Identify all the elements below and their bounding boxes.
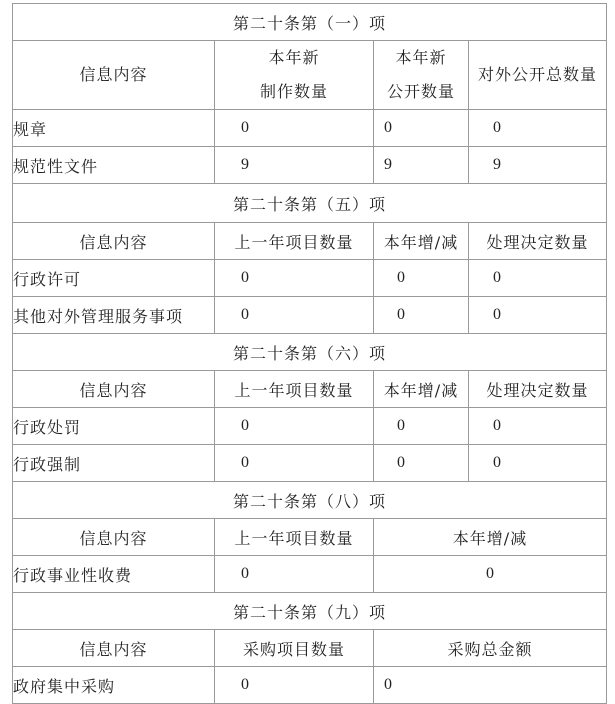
section-title: 第二十条第（一）项 (13, 4, 607, 41)
row-label: 行政许可 (13, 260, 215, 297)
table-row (13, 408, 607, 445)
column-header: 处理决定数量 (469, 223, 607, 260)
cell-value: 0 (469, 445, 607, 482)
disclosure-statistics-table (12, 3, 607, 704)
cell-value: 0 (215, 445, 374, 482)
cell-value: 0 (469, 408, 607, 445)
row-label: 政府集中采购 (13, 667, 215, 704)
cell-value: 0 (215, 297, 374, 334)
cell-value: 0 (215, 260, 374, 297)
column-header: 采购项目数量 (215, 630, 374, 667)
header-row (13, 41, 607, 110)
column-header (374, 41, 469, 110)
column-header: 信息内容 (13, 223, 215, 260)
table-row (13, 667, 607, 704)
table-row (13, 445, 607, 482)
section-title-row (13, 482, 607, 519)
cell-value: 9 (374, 147, 469, 184)
table-row (13, 110, 607, 147)
column-header (215, 41, 374, 110)
cell-value: 0 (215, 556, 374, 593)
section-title: 第二十条第（五）项 (13, 184, 607, 223)
column-header: 信息内容 (13, 519, 215, 556)
cell-value: 0 (215, 110, 374, 147)
header-row (13, 371, 607, 408)
cell-value: 0 (215, 408, 374, 445)
column-header: 本年增/减 (374, 371, 469, 408)
column-header: 处理决定数量 (469, 371, 607, 408)
table-row (13, 147, 607, 184)
cell-value: 0 (374, 110, 469, 147)
column-header: 上一年项目数量 (215, 519, 374, 556)
cell-value: 9 (469, 147, 607, 184)
section-title: 第二十条第（六）项 (13, 334, 607, 371)
section-title: 第二十条第（八）项 (13, 482, 607, 519)
header-line: 本年新 (395, 48, 447, 67)
row-label: 行政事业性收费 (13, 556, 215, 593)
section-title: 第二十条第（九）项 (13, 593, 607, 630)
section-title-row (13, 593, 607, 630)
header-row (13, 223, 607, 260)
cell-value: 0 (469, 260, 607, 297)
cell-value: 0 (469, 297, 607, 334)
row-label: 行政处罚 (13, 408, 215, 445)
column-header: 采购总金额 (374, 630, 607, 667)
column-header: 上一年项目数量 (215, 371, 374, 408)
cell-value: 0 (374, 667, 607, 704)
cell-value: 0 (215, 667, 374, 704)
cell-value: 0 (374, 297, 469, 334)
header-row (13, 630, 607, 667)
header-line: 制作数量 (259, 82, 328, 101)
row-label: 其他对外管理服务事项 (13, 297, 215, 334)
column-header: 信息内容 (13, 371, 215, 408)
cell-value: 0 (374, 556, 607, 593)
table-row (13, 297, 607, 334)
row-label: 规范性文件 (13, 147, 215, 184)
column-header: 本年增/减 (374, 223, 469, 260)
header-line: 公开数量 (386, 82, 455, 101)
column-header: 信息内容 (13, 630, 215, 667)
cell-value: 9 (215, 147, 374, 184)
section-title-row (13, 334, 607, 371)
header-row (13, 519, 607, 556)
cell-value: 0 (374, 445, 469, 482)
column-header: 对外公开总数量 (469, 41, 607, 110)
column-header: 上一年项目数量 (215, 223, 374, 260)
row-label: 规章 (13, 110, 215, 147)
section-title-row (13, 4, 607, 41)
cell-value: 0 (374, 260, 469, 297)
cell-value: 0 (374, 408, 469, 445)
section-title-row (13, 184, 607, 223)
table-row (13, 556, 607, 593)
column-header: 信息内容 (13, 41, 215, 110)
row-label: 行政强制 (13, 445, 215, 482)
column-header: 本年增/减 (374, 519, 607, 556)
header-line: 本年新 (268, 48, 320, 67)
table-row (13, 260, 607, 297)
cell-value: 0 (469, 110, 607, 147)
